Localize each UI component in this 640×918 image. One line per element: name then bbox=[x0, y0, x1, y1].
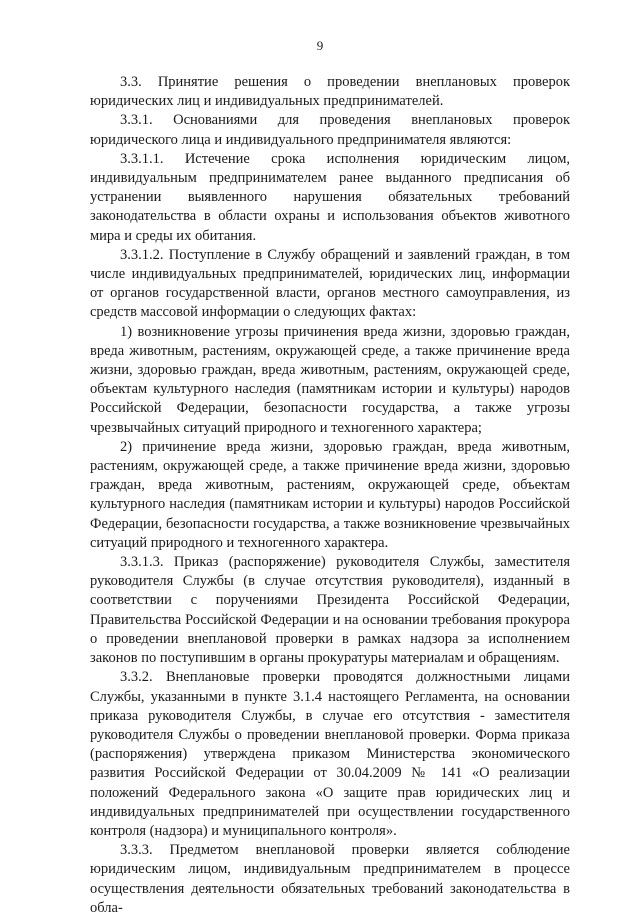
document-body bbox=[90, 73, 570, 918]
paragraph-3-3-1-2: 3.3.1.2. Поступление в Службу обращений и заявлений граждан, в том числе индивидуальных предпринимателей, юридических лиц, информации от органов государственной власти, органов местного самоуправления, из средств массовой информации о следующих фактах: bbox=[90, 246, 570, 321]
list-item-2: 2) причинение вреда жизни, здоровью граждан, вреда животным, растениям, окружающей среде, а также причинение вреда жизни, здоровью граждан, вреда животным, растениям, окружающей среде, объектам культурного наследия (памятникам истории и культуры) народов Российской Федерации, безопасности государства, а также возникновение чрезвычайных ситуаций природного и техногенного характера. bbox=[90, 438, 570, 551]
paragraph-3-3-2: 3.3.2. Внеплановые проверки проводятся должностными лицами Службы, указанными в пункте 3.1.4 настоящего Регламента, на основании приказа руководителя Службы, в случае его отсутствия - заместителя руководителя Службы о проведении внеплановой проверки. Форма приказа (распоряжения) утверждена приказом Министерства экономического развития Российской Федерации от 30.04.2009 № 141 «О реализации положений Федерального закона «О защите прав юридических лиц и индивидуальных предпринимателей при осуществлении государственного контроля (надзора) и муниципального контроля». bbox=[90, 669, 570, 839]
paragraph-3-3-1-3: 3.3.1.3. Приказ (распоряжение) руководителя Службы, заместителя руководителя Службы (в случае отсутствия руководителя), изданный в соответствии с поручениями Президента Российской Федерации, Правительства Российской Федерации и на основании требования прокурора о проведении внеплановой проверки в рамках надзора за исполнением законов по поступившим в органы прокуратуры материалам и обращениям. bbox=[90, 554, 570, 667]
page-number: 9 bbox=[316, 38, 324, 53]
paragraph-3-3-1: 3.3.1. Основаниями для проведения внеплановых проверок юридического лица и индивидуального предпринимателя являются: bbox=[90, 112, 570, 148]
paragraph-3-3-3: 3.3.3. Предметом внеплановой проверки является соблюдение юридическим лицом, индивидуальным предпринимателем в процессе осуществления деятельности обязательных требований законодательства в обла- bbox=[90, 842, 570, 916]
list-item-1: 1) возникновение угрозы причинения вреда жизни, здоровью граждан, вреда животным, растениям, окружающей среде, а также причинение вреда жизни, здоровью граждан, вреда животным, растениям, окружающей среде, объектам культурного наследия (памятникам истории и культуры) народов Российской Федерации, безопасности государства, а также угрозы чрезвычайных ситуаций природного и техногенного характера; bbox=[90, 323, 570, 436]
paragraph-3-3: 3.3. Принятие решения о проведении внеплановых проверок юридических лиц и индивидуальных предпринимателей. bbox=[90, 74, 570, 110]
paragraph-3-3-1-1: 3.3.1.1. Истечение срока исполнения юридическим лицом, индивидуальным предпринимателем ранее выданного предписания об устранении выявленного нарушения обязательных требований законодательства в области охраны и использования объектов животного мира и среды их обитания. bbox=[90, 150, 570, 244]
